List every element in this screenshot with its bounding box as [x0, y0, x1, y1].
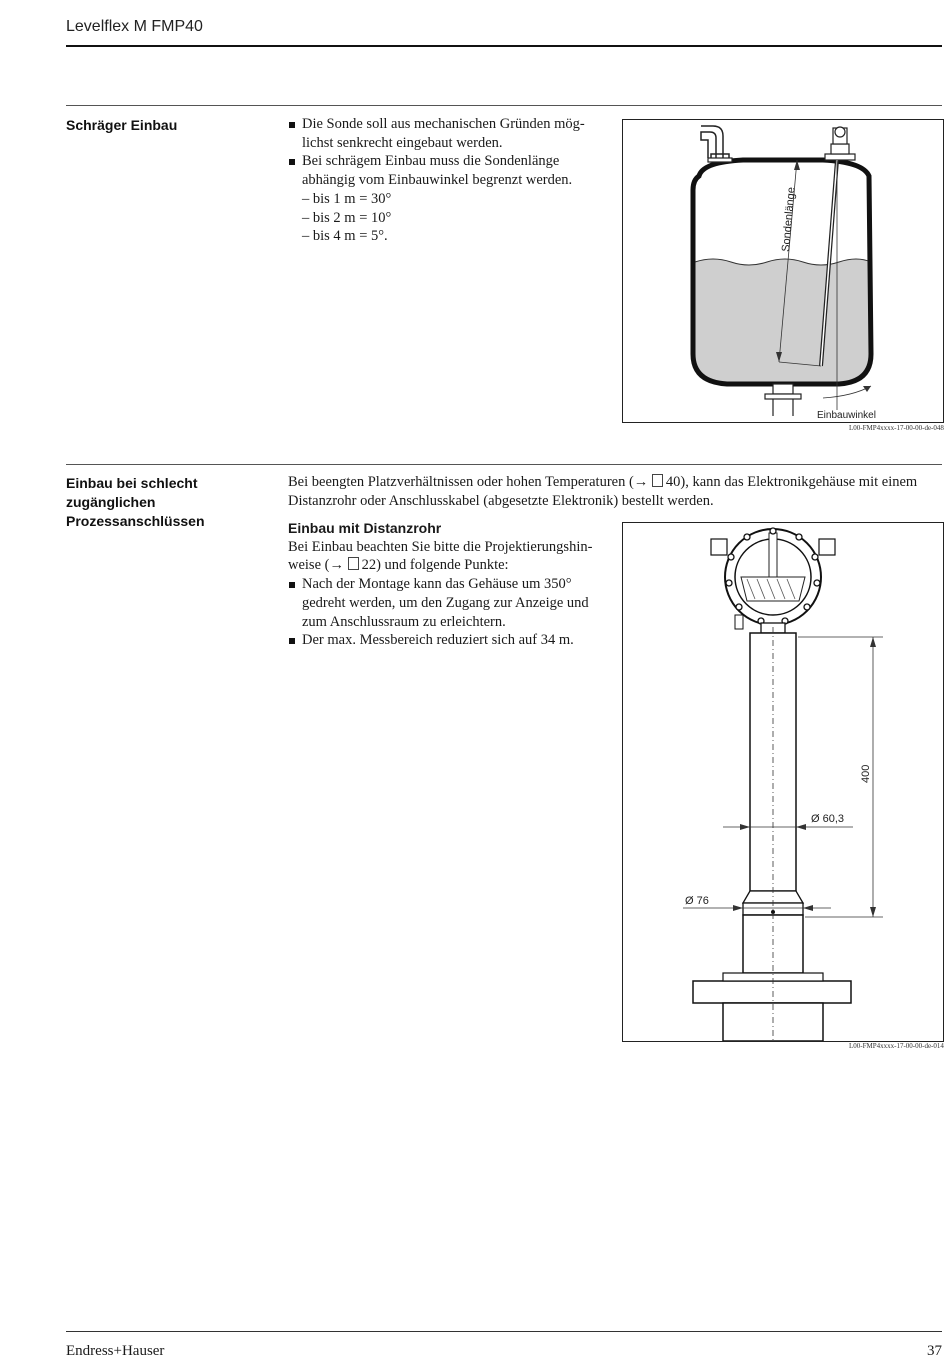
- page-reference-icon: [348, 557, 359, 570]
- page-number: 37: [927, 1343, 942, 1359]
- figure-caption: L00-FMP4xxxx-17-00-00-de-014: [849, 1042, 944, 1050]
- bullet-square-icon: [289, 638, 295, 644]
- bullet-square-icon: [289, 122, 295, 128]
- figure-tank-inclined-probe: [622, 119, 944, 423]
- flange: [693, 981, 851, 1003]
- page-reference-icon: [652, 474, 663, 487]
- figure-distance-tube: [622, 522, 944, 1042]
- list-item: Der max. Messbereich reduziert sich auf 34 m.: [288, 631, 608, 650]
- section-rule: [66, 105, 942, 106]
- list-item: Bei schrägem Einbau muss die Sondenlänge abhängig vom Einbauwinkel begrenzt werden. – bis 1 m = 30° – bis 2 m = 10° – bis 4 m = 5°.: [288, 152, 608, 246]
- footer-rule: [66, 1331, 942, 1332]
- sub-list-item: – bis 4 m = 5°.: [302, 228, 388, 245]
- section-heading-schraeger-einbau: Schräger Einbau: [66, 117, 178, 133]
- distance-tube-diagram: [623, 523, 943, 1041]
- dimension-400-label: 400: [860, 764, 872, 783]
- section2-intro: Bei beengten Platzverhältnissen oder hohen Temperaturen (→ 40), kann das Elektronikgehäuse mit einem Distanzrohr oder Anschlusskabel (abgesetzte Elektronik) bestellt werden.: [288, 474, 918, 509]
- subheading-distanzrohr: Einbau mit Distanzrohr: [288, 520, 442, 536]
- list-item: Die Sonde soll aus mechanischen Gründen mög- lichst senkrecht eingebaut werden.: [288, 115, 608, 152]
- section1-text: [288, 115, 608, 246]
- header-rule: [66, 45, 942, 47]
- sub-list-item: – bis 2 m = 10°: [302, 209, 392, 226]
- section2-text: [288, 519, 608, 650]
- dimension-d60-3-label: Ø 60,3: [811, 813, 845, 825]
- bullet-square-icon: [289, 582, 295, 588]
- figure-caption: L00-FMP4xxxx-17-00-00-de-048: [849, 424, 944, 432]
- dimension-d76-label: Ø 76: [685, 895, 709, 907]
- running-header: Levelflex M FMP40: [66, 18, 203, 35]
- tank-diagram: [623, 120, 943, 422]
- section-heading-einbau-schlecht-zugaenglich: Einbau bei schlecht zugänglichen Prozessanschlüssen: [66, 475, 205, 529]
- sub-list-item: – bis 1 m = 30°: [302, 190, 392, 207]
- bullet-square-icon: [289, 159, 295, 165]
- install-angle-label: Einbauwinkel: [817, 410, 876, 421]
- section-rule: [66, 464, 942, 465]
- paragraph: Bei Einbau beachten Sie bitte die Projektierungshin- weise (→ 22) und folgende Punkte:: [288, 538, 593, 574]
- list-item: Nach der Montage kann das Gehäuse um 350° gedreht werden, um den Zugang zur Anzeige und zum Anschlussraum zu erleichtern.: [288, 575, 608, 631]
- probe-length-label: Sondenlänge: [780, 186, 798, 253]
- footer-brand: Endress+Hauser: [66, 1343, 165, 1359]
